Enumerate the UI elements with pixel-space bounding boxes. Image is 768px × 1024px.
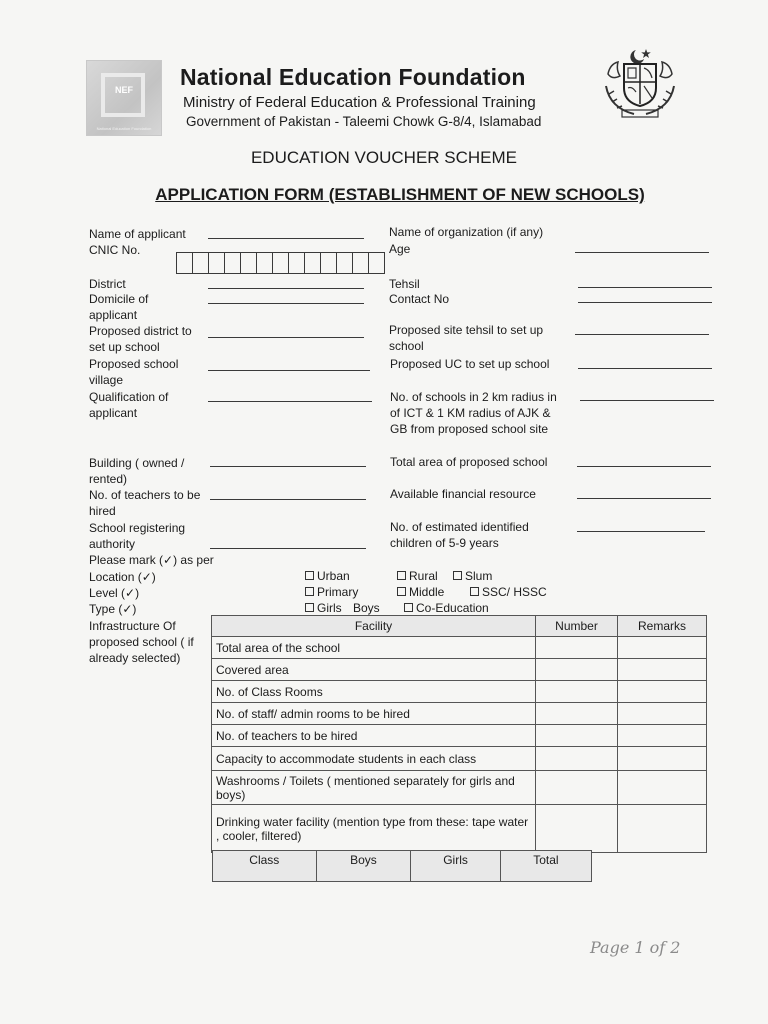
option-primary[interactable]: Primary <box>305 584 358 600</box>
input-district[interactable] <box>208 288 364 289</box>
number-cell[interactable] <box>536 747 618 771</box>
class-table-header <box>213 851 592 882</box>
remarks-cell[interactable] <box>618 771 707 805</box>
label-teachers: No. of teachers to be hired <box>89 488 201 518</box>
label-name-of-applicant: Name of applicant <box>89 227 186 241</box>
government-address: Government of Pakistan - Taleemi Chowk G-8/4, Islamabad <box>186 114 542 129</box>
number-cell[interactable] <box>536 805 618 853</box>
label-building: Building ( owned / rented) <box>89 456 185 486</box>
header-boys: Boys <box>316 851 411 882</box>
remarks-cell[interactable] <box>618 805 707 853</box>
remarks-cell[interactable] <box>618 725 707 747</box>
label-organization: Name of organization (if any) <box>389 225 544 239</box>
nef-logo <box>86 60 162 136</box>
input-contact[interactable] <box>578 302 712 303</box>
remarks-cell[interactable] <box>618 681 707 703</box>
class-enrollment-table <box>212 850 592 882</box>
remarks-cell[interactable] <box>618 659 707 681</box>
input-name-of-applicant[interactable] <box>208 238 364 239</box>
label-infrastructure: Infrastructure Of proposed school ( if already selected) <box>89 619 194 665</box>
header-girls: Girls <box>411 851 500 882</box>
table-row <box>212 659 707 681</box>
checkbox-icon[interactable] <box>404 603 413 612</box>
facility-label: No. of teachers to be hired <box>212 725 536 747</box>
facility-label: Capacity to accommodate students in each class <box>212 747 536 771</box>
input-children[interactable] <box>577 531 705 532</box>
input-proposed-village[interactable] <box>208 370 370 371</box>
facility-label: Washrooms / Toilets ( mentioned separately for girls and boys) <box>212 771 536 805</box>
label-level: Level (✓) <box>89 586 140 600</box>
cnic-input-boxes[interactable] <box>176 252 385 274</box>
option-middle[interactable]: Middle <box>397 584 444 600</box>
label-total-area: Total area of proposed school <box>390 455 548 469</box>
facility-table-header <box>212 616 707 637</box>
header-facility: Facility <box>212 616 536 637</box>
input-financial-resource[interactable] <box>577 498 711 499</box>
logo-frame <box>101 73 145 117</box>
facility-label: Covered area <box>212 659 536 681</box>
input-total-area[interactable] <box>577 466 711 467</box>
option-rural[interactable]: Rural <box>397 568 438 584</box>
checkbox-icon[interactable] <box>305 571 314 580</box>
checkbox-icon[interactable] <box>397 587 406 596</box>
checkbox-icon[interactable] <box>470 587 479 596</box>
number-cell[interactable] <box>536 725 618 747</box>
facility-label: Drinking water facility (mention type from these: tape water , cooler, filtered) <box>212 805 536 853</box>
facility-table <box>211 615 707 853</box>
logo-subtext: National Education Foundation <box>96 126 152 131</box>
label-district: District <box>89 277 126 291</box>
number-cell[interactable] <box>536 637 618 659</box>
table-row <box>212 637 707 659</box>
facility-label: No. of staff/ admin rooms to be hired <box>212 703 536 725</box>
scheme-title: EDUCATION VOUCHER SCHEME <box>250 148 518 167</box>
option-girls[interactable]: Girls <box>305 600 342 616</box>
input-domicile[interactable] <box>208 303 364 304</box>
header-total: Total <box>500 851 591 882</box>
label-financial-resource: Available financial resource <box>390 487 536 501</box>
label-proposed-district: Proposed district to set up school <box>89 324 192 354</box>
input-building[interactable] <box>210 466 366 467</box>
form-title: APPLICATION FORM (ESTABLISHMENT OF NEW SCHOOLS) <box>155 185 645 204</box>
label-cnic: CNIC No. <box>89 243 141 257</box>
input-age[interactable] <box>575 252 709 253</box>
input-tehsil[interactable] <box>578 287 712 288</box>
checkbox-icon[interactable] <box>397 571 406 580</box>
option-slum[interactable]: Slum <box>453 568 492 584</box>
label-uc: Proposed UC to set up school <box>390 357 550 371</box>
input-uc[interactable] <box>578 368 712 369</box>
input-qualification[interactable] <box>208 401 372 402</box>
option-co-education[interactable]: Co-Education <box>404 600 489 616</box>
table-row <box>212 747 707 771</box>
option-boys[interactable]: Boys <box>353 601 380 615</box>
option-ssc-hssc[interactable]: SSC/ HSSC <box>470 584 547 600</box>
label-qualification: Qualification of applicant <box>89 390 169 420</box>
label-registering-authority: School registering authority <box>89 521 186 551</box>
facility-label: No. of Class Rooms <box>212 681 536 703</box>
table-row <box>212 681 707 703</box>
state-emblem-icon <box>600 44 680 124</box>
label-children: No. of estimated identified children of 5-9 years <box>390 520 529 550</box>
checkbox-icon[interactable] <box>453 571 462 580</box>
label-domicile: Domicile of applicant <box>89 292 149 322</box>
label-please-mark: Please mark (✓) as per <box>89 553 214 567</box>
input-registering-authority[interactable] <box>210 548 366 549</box>
number-cell[interactable] <box>536 703 618 725</box>
checkbox-icon[interactable] <box>305 587 314 596</box>
number-cell[interactable] <box>536 659 618 681</box>
remarks-cell[interactable] <box>618 637 707 659</box>
number-cell[interactable] <box>536 771 618 805</box>
ministry-name: Ministry of Federal Education & Professional Training <box>183 94 536 111</box>
label-site-tehsil: Proposed site tehsil to set up school <box>389 323 544 353</box>
page-number-note: Page 1 of 2 <box>590 938 681 957</box>
label-location: Location (✓) <box>89 570 156 584</box>
header-class: Class <box>213 851 317 882</box>
table-row <box>212 805 707 853</box>
facility-label: Total area of the school <box>212 637 536 659</box>
input-site-tehsil[interactable] <box>575 334 709 335</box>
checkbox-icon[interactable] <box>305 603 314 612</box>
option-urban[interactable]: Urban <box>305 568 350 584</box>
label-tehsil: Tehsil <box>389 277 420 291</box>
input-proposed-district[interactable] <box>208 337 364 338</box>
table-row <box>212 725 707 747</box>
input-teachers[interactable] <box>210 499 366 500</box>
label-schools-radius: No. of schools in 2 km radius in of ICT & 1 KM radius of AJK & GB from proposed school site <box>390 390 557 436</box>
label-contact: Contact No <box>389 292 450 306</box>
remarks-cell[interactable] <box>618 747 707 771</box>
logo-acronym: NEF <box>115 85 133 95</box>
organization-name: National Education Foundation <box>180 64 526 90</box>
label-age: Age <box>389 242 411 256</box>
remarks-cell[interactable] <box>618 703 707 725</box>
header-remarks: Remarks <box>618 616 707 637</box>
number-cell[interactable] <box>536 681 618 703</box>
table-row <box>212 771 707 805</box>
input-schools-radius[interactable] <box>580 400 714 401</box>
table-row <box>212 703 707 725</box>
label-type: Type (✓) <box>89 602 137 616</box>
label-proposed-village: Proposed school village <box>89 357 179 387</box>
header-number: Number <box>536 616 618 637</box>
